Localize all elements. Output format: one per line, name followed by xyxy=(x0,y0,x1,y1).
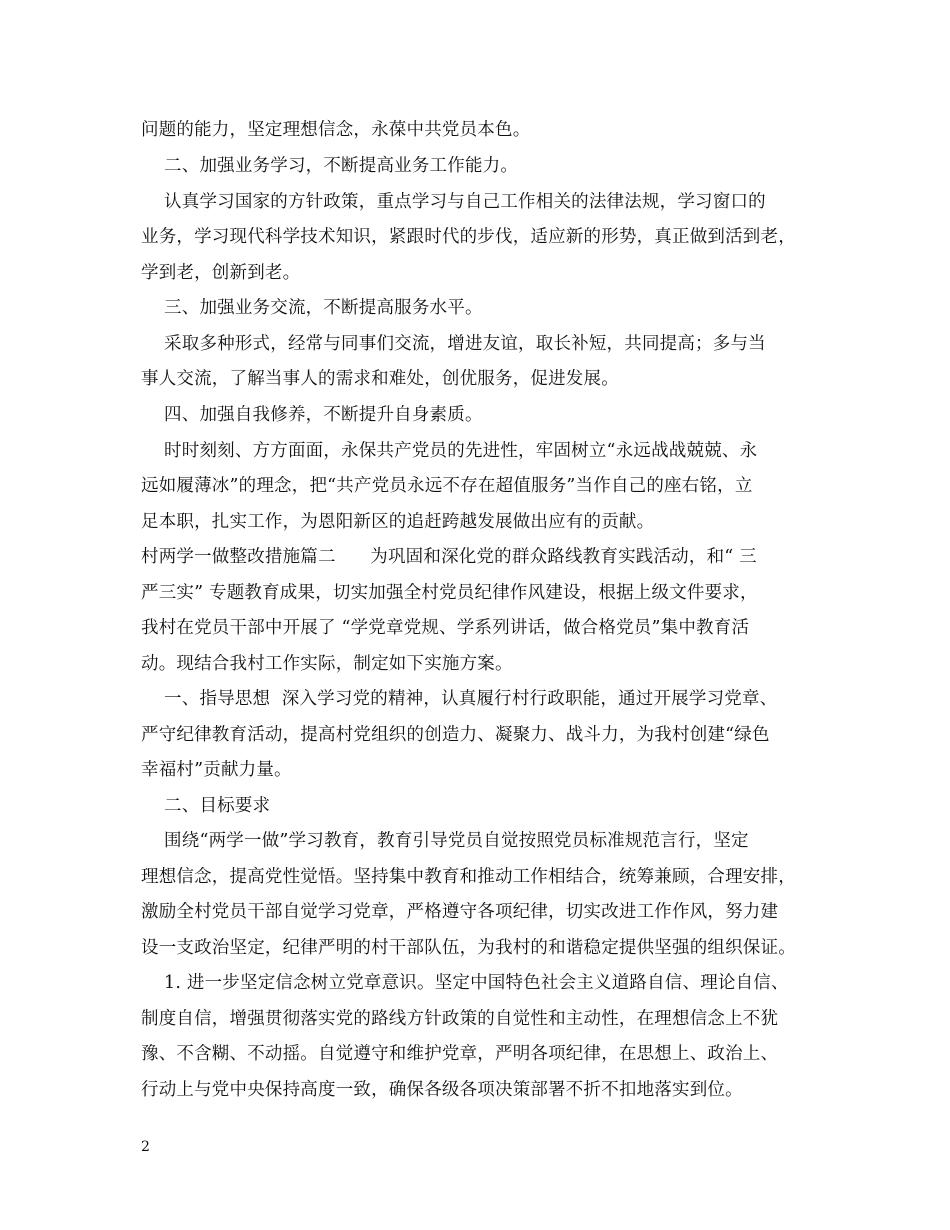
text-line: 激励全村党员干部自觉学习党章，严格遵守各项纪律，切实改进工作作风，努力建 xyxy=(141,902,779,922)
text-line: 豫、不含糊、不动摇。自觉遵守和维护党章，严明各项纪律，在思想上、政治上、 xyxy=(141,1044,779,1064)
text-line: 认真学习国家的方针政策，重点学习与自己工作相关的法律法规，学习窗口的 xyxy=(141,192,766,212)
text-line: 设一支政治坚定，纪律严明的村干部队伍，为我村的和谐稳定提供坚强的组织保证。 xyxy=(141,938,796,958)
text-line: 四、加强自我修养，不断提升自身素质。 xyxy=(141,405,483,425)
text-line: 我村在党员干部中开展了 “学党章党规、学系列讲话，做合格党员”集中教育活 xyxy=(141,618,750,638)
text-line: 业务，学习现代科学技术知识，紧跟时代的步伐，适应新的形势，真正做到活到老， xyxy=(141,227,796,247)
text-line: 二、目标要求 xyxy=(141,796,271,816)
text-line: 幸福村”贡献力量。 xyxy=(141,760,292,780)
text-line: 动。现结合我村工作实际，制定如下实施方案。 xyxy=(141,654,513,674)
text-line: 足本职，扎实工作，为恩阳新区的追赶跨越发展做出应有的贡献。 xyxy=(141,512,655,532)
section-heading-line: 村两学一做整改措施篇二 为巩固和深化党的群众路线教育实践活动，和“ 三 xyxy=(141,547,757,567)
text-line: 问题的能力，坚定理想信念，永葆中共党员本色。 xyxy=(141,120,531,140)
text-line: 行动上与党中央保持高度一致，确保各级各项决策部署不折不扣地落实到位。 xyxy=(141,1080,743,1100)
text-line: 1. 进一步坚定信念树立党章意识。坚定中国特色社会主义道路自信、理论自信、 xyxy=(141,973,789,993)
text-line: 制度自信，增强贯彻落实党的路线方针政策的自觉性和主动性，在理想信念上不犹 xyxy=(141,1009,779,1029)
text-line: 严守纪律教育活动，提高村党组织的创造力、凝聚力、战斗力，为我村创建“绿色 xyxy=(141,725,770,745)
text-line: 采取多种形式，经常与同事们交流，增进友谊，取长补短，共同提高；多与当 xyxy=(141,334,766,354)
text-line: 时时刻刻、方方面面，永保共产党员的先进性，牢固树立“永远战战兢兢、永 xyxy=(141,441,758,461)
text-line: 学到老，创新到老。 xyxy=(141,263,301,283)
text-line: 二、加强业务学习，不断提高业务工作能力。 xyxy=(141,156,519,176)
text-line: 一、指导思想 深入学习党的精神，认真履行村行政职能，通过开展学习党章、 xyxy=(141,689,778,709)
page-number: 2 xyxy=(141,1139,150,1155)
text-line: 严三实” 专题教育成果，切实加强全村党员纪律作风建设，根据上级文件要求， xyxy=(141,583,758,603)
text-line: 三、加强业务交流，不断提高服务水平。 xyxy=(141,298,483,318)
text-line: 理想信念，提高党性觉悟。坚持集中教育和推动工作相结合，统筹兼顾，合理安排， xyxy=(141,867,796,887)
text-line: 远如履薄冰”的理念，把“共产党员永远不存在超值服务”当作自己的座右铭，立 xyxy=(141,476,753,496)
text-line: 事人交流，了解当事人的需求和难处，创优服务，促进发展。 xyxy=(141,369,619,389)
text-line: 围绕“两学一做”学习教育，教育引导党员自觉按照党员标准规范言行，坚定 xyxy=(141,831,749,851)
